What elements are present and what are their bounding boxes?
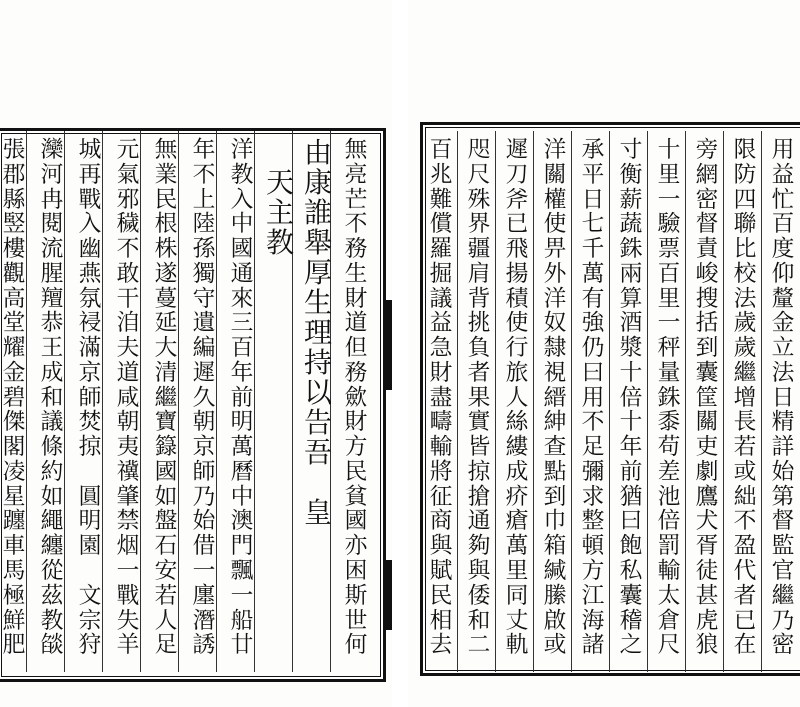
column-rule xyxy=(533,131,534,672)
right-page xyxy=(408,0,800,707)
text-column: 遲 刀 斧 已 飛 揚 積 使 行 旅 人 絲 縷 成 疥 瘡 萬 里 同 丈 軌 xyxy=(505,137,529,659)
column-rule xyxy=(647,131,648,672)
book-gutter xyxy=(392,0,408,707)
text-column: 無 亮 芒 不 務 生 財 道 但 務 歛 財 方 民 貧 國 亦 困 斯 世 何 xyxy=(344,137,368,659)
text-column: 洋 教 入 中 國 通 來 三 百 年 前 明 萬 曆 中 澳 門 飄 一 船 廿 xyxy=(230,137,254,659)
column-rule xyxy=(457,131,458,672)
text-column: 承 平 日 七 千 萬 有 強 仍 曰 用 不 足 彌 求 整 頓 方 江 海 諸 xyxy=(581,137,605,659)
text-column: 用 益 忙 百 度 仰 釐 金 立 法 日 精 詳 始 第 督 監 官 繼 乃 密 xyxy=(771,137,795,659)
text-column: 旁 網 密 督 責 峻 搜 括 到 囊 筐 關 吏 劇 鷹 犬 胥 徒 甚 虎 狼 xyxy=(695,137,719,659)
text-column: 限 防 四 聯 比 校 法 歲 歲 繼 增 長 若 或 絀 不 盈 代 者 已 在 xyxy=(733,137,757,659)
text-column: 寸 衡 薪 蔬 銖 兩 算 酒 漿 十 倍 十 年 前 猶 曰 飽 私 囊 稽 之 xyxy=(619,137,643,659)
text-column: 城 再 戰 入 幽 燕 氛 祲 滿 京 師 焚 掠 圓 明 園 文 宗 狩 xyxy=(78,137,102,659)
column-rule xyxy=(685,131,686,672)
text-column: 咫 尺 殊 界 疆 肩 背 挑 負 者 果 實 皆 掠 搶 通 夠 與 倭 和 二 xyxy=(467,137,491,659)
column-rule xyxy=(723,131,724,672)
text-column: 百 兆 難 償 羅 掘 議 益 急 財 盡 疇 輸 將 征 商 與 賦 民 相 去 xyxy=(429,137,453,659)
text-column: 灤 河 冉 閱 流 腥 羶 恭 王 成 和 議 條 約 如 繩 纏 從 茲 教 燄 xyxy=(40,137,64,659)
text-column: 張 郡 縣 竪 樓 觀 高 堂 耀 金 碧 傑 閣 凌 星 躔 車 馬 極 鮮 肥 xyxy=(2,137,26,659)
text-column: 十 里 一 驗 票 百 里 一 秤 量 銖 黍 苟 差 池 倍 罰 輸 太 倉 尺 xyxy=(657,137,681,659)
binding-mark xyxy=(386,300,392,390)
text-column: 洋 關 權 使 畀 外 洋 奴 隸 視 縉 紳 查 點 到 巾 箱 緘 縢 啟 或 xyxy=(543,137,567,659)
column-rule xyxy=(495,131,496,672)
column-rule xyxy=(609,131,610,672)
text-column: 由 康 誰 舉 厚 生 理 持 以 告 吾 皇 xyxy=(303,136,332,529)
text-column: 無 業 民 根 株 遂 蔓 延 大 清 繼 寶 籙 國 如 盤 石 安 若 人 足 xyxy=(154,137,178,659)
text-column: 年 不 上 陸 孫 獨 守 遺 編 遲 久 朝 京 師 乃 始 借 一 廛 潛 誘 xyxy=(192,137,216,659)
column-rule xyxy=(571,131,572,672)
left-page xyxy=(0,0,392,707)
text-column: 元 氣 邪 穢 不 敢 干 洎 夫 道 咸 朝 夷 𥜥 肇 禁 烟 一 戰 失 羊 xyxy=(116,137,140,659)
column-rule xyxy=(761,131,762,672)
text-column: 天 主 教 xyxy=(265,166,294,259)
binding-mark xyxy=(386,560,392,630)
